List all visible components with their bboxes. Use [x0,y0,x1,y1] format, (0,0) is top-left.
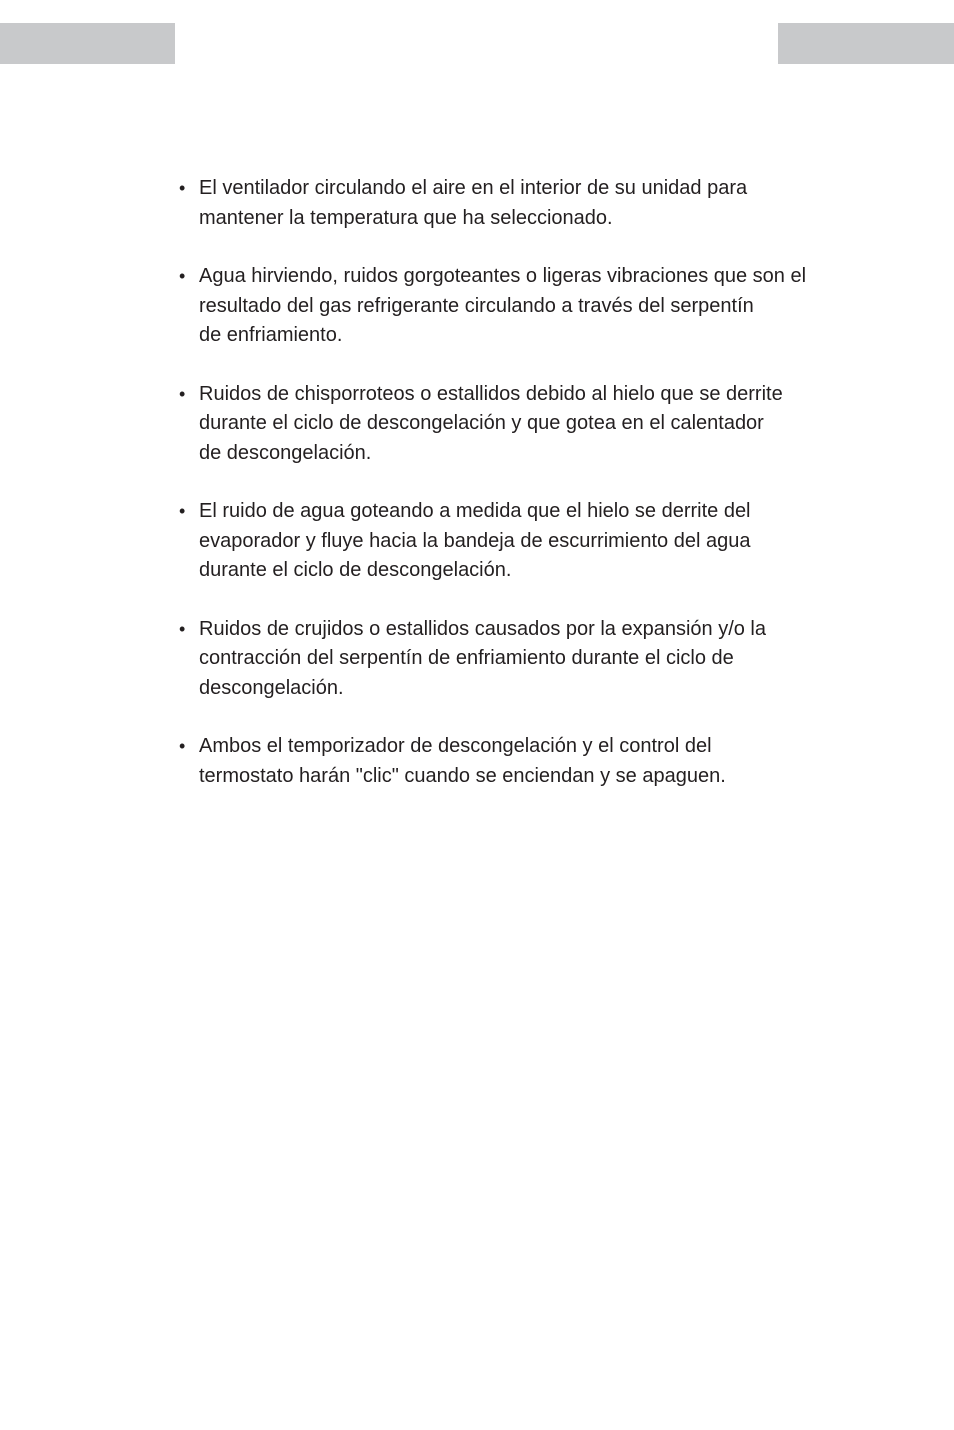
list-item-text-line: resultado del gas refrigerante circulando a través del serpentín [199,294,754,317]
list-item [179,732,859,791]
list-item [179,497,859,586]
list-item [179,174,859,233]
bullet-icon: • [179,501,186,521]
list-item-text-line: contracción del serpentín de enfriamiento durante el ciclo de [199,647,734,669]
header-tab-left [0,23,175,64]
list-item [179,380,859,469]
bullet-icon: • [179,178,186,198]
noise-list [179,174,859,820]
list-item-text-line: Agua hirviendo, ruidos gorgoteantes o ligeras vibraciones que son el [199,265,807,287]
bullet-icon: • [179,266,186,286]
list-item-text-line: mantener la temperatura que ha seleccionado. [199,206,613,229]
list-item-text-line: de enfriamiento. [199,324,343,346]
bullet-icon: • [179,383,186,404]
list-item-text-line: durante el ciclo de descongelación y que gotea en el calentador [199,412,764,434]
list-item-text-line: termostato harán "clic" cuando se enciendan y se apaguen. [199,764,726,787]
header-tab-right [778,23,954,64]
list-item [179,262,859,351]
bullet-icon: • [179,736,186,756]
list-item-text-line: durante el ciclo de descongelación. [199,559,512,581]
list-item-text-line: Ruidos de crujidos o estallidos causados por la expansión y/o la [199,617,767,640]
bullet-icon: • [179,618,186,639]
list-item [179,615,859,704]
list-item-text-line: evaporador y fluye hacia la bandeja de escurrimiento del agua [199,529,751,552]
list-item-text-line: de descongelación. [199,441,372,464]
list-item-text-line: El ventilador circulando el aire en el interior de su unidad para [199,177,748,199]
list-item-text-line: descongelación. [199,676,344,699]
list-item-text-line: El ruido de agua goteando a medida que el hielo se derrite del [199,500,751,522]
list-item-text-line: Ambos el temporizador de descongelación y el control del [199,735,712,757]
list-item-text-line: Ruidos de chisporroteos o estallidos debido al hielo que se derrite [199,382,783,405]
